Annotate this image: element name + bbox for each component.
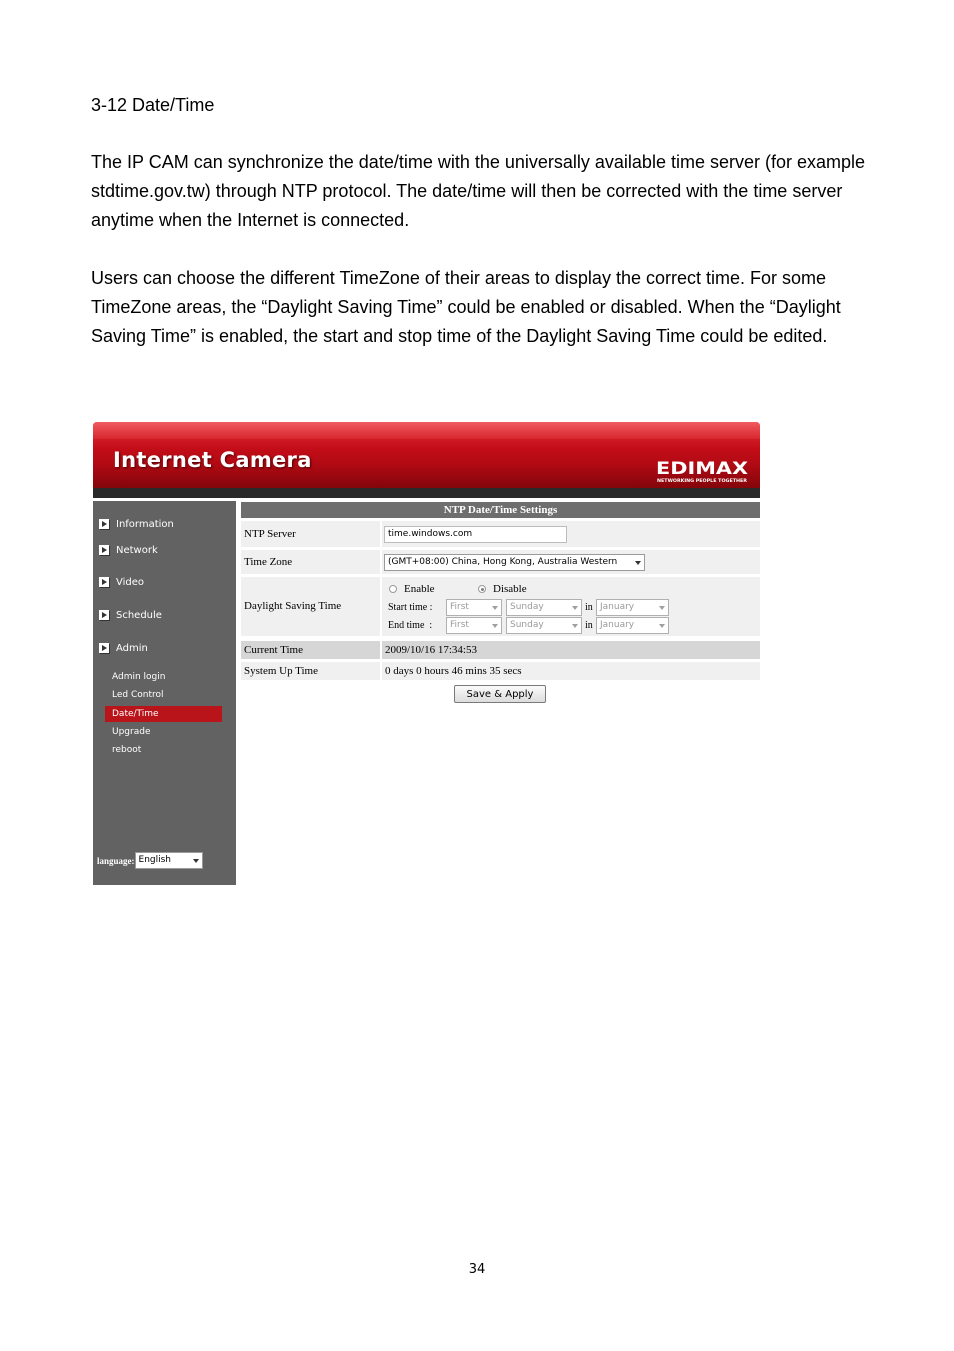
header-banner — [93, 422, 760, 498]
current-time-value: 2009/10/16 17:34:53 — [382, 641, 760, 659]
nav-item-label: Information — [116, 518, 174, 530]
ntp-server-label: NTP Server — [241, 521, 380, 547]
start-day-select[interactable] — [506, 599, 582, 616]
disable-label: Disable — [493, 583, 527, 595]
start-week-select[interactable] — [446, 599, 502, 616]
subnav-upgrade[interactable]: Upgrade — [112, 727, 151, 737]
system-up-time-label: System Up Time — [241, 662, 380, 680]
start-in-label: in — [585, 602, 593, 613]
banner-title: Internet Camera — [113, 448, 312, 472]
start-time-label: Start time : — [388, 602, 433, 613]
timezone-paragraph: Users can choose the different TimeZone of their areas to display the correct time. For some TimeZone areas, the “Daylight Saving Time” could be enabled or disabled. When the “Daylight Saving Time” is enabled, the start and stop time of the Daylight Saving Time could be edited. — [91, 268, 841, 346]
nav-item-video[interactable] — [99, 574, 144, 590]
banner-base-strip — [93, 488, 760, 498]
subnav-reboot[interactable]: reboot — [112, 745, 142, 755]
banner-gloss — [93, 422, 760, 439]
nav-item-label: Video — [116, 576, 145, 588]
subnav-date-time[interactable]: Date/Time — [105, 706, 222, 722]
start-month-value: January — [600, 602, 635, 612]
disable-option[interactable] — [478, 583, 527, 595]
nav-item-information[interactable] — [99, 516, 174, 532]
current-time-label: Current Time — [241, 641, 380, 659]
disable-radio[interactable] — [478, 585, 486, 593]
language-row — [97, 852, 203, 869]
system-up-time-row — [241, 662, 760, 680]
arrow-icon — [99, 577, 109, 587]
chevron-down-icon — [659, 624, 665, 628]
enable-radio[interactable] — [389, 585, 397, 593]
daylight-saving-cell — [382, 577, 760, 636]
start-week-value: First — [450, 602, 469, 612]
end-month-value: January — [600, 620, 635, 630]
nav-item-label: Network — [116, 544, 158, 556]
end-time-label: End time : — [388, 620, 433, 631]
daylight-saving-label: Daylight Saving Time — [241, 577, 380, 636]
chevron-down-icon — [635, 561, 641, 565]
time-zone-select[interactable] — [384, 554, 645, 571]
end-day-select[interactable] — [506, 617, 582, 634]
system-up-time-value: 0 days 0 hours 46 mins 35 secs — [382, 662, 760, 680]
language-select-value: English — [138, 855, 172, 865]
nav-item-label: Schedule — [116, 609, 162, 621]
end-day-value: Sunday — [510, 620, 544, 630]
camera-web-ui-screenshot — [93, 422, 760, 885]
chevron-down-icon — [659, 606, 665, 610]
end-month-select[interactable] — [596, 617, 669, 634]
time-zone-cell — [382, 550, 760, 574]
end-in-label: in — [585, 620, 593, 631]
sidebar — [93, 501, 236, 885]
nav-item-network[interactable] — [99, 542, 158, 558]
enable-label: Enable — [404, 583, 435, 595]
ntp-server-row — [241, 521, 760, 547]
edimax-logo — [656, 458, 750, 484]
start-day-value: Sunday — [510, 602, 544, 612]
arrow-icon — [99, 519, 109, 529]
daylight-saving-row — [241, 577, 760, 636]
end-week-select[interactable] — [446, 617, 502, 634]
subnav-led-control[interactable]: Led Control — [112, 690, 164, 700]
edimax-logo-text: EDIMAX — [656, 459, 748, 479]
time-zone-value: (GMT+08:00) China, Hong Kong, Australia Western — [388, 557, 618, 567]
page-number: 34 — [468, 1262, 486, 1277]
chevron-down-icon — [572, 606, 578, 610]
arrow-icon — [99, 643, 109, 653]
chevron-down-icon — [193, 859, 199, 863]
ntp-server-cell — [382, 521, 760, 547]
edimax-tagline: NETWORKING PEOPLE TOGETHER — [657, 478, 747, 483]
arrow-icon — [99, 610, 109, 620]
ntp-server-input[interactable]: time.windows.com — [384, 526, 567, 543]
chevron-down-icon — [572, 624, 578, 628]
panel-title: NTP Date/Time Settings — [241, 502, 760, 518]
nav-item-admin[interactable] — [99, 640, 148, 656]
chevron-down-icon — [492, 624, 498, 628]
subnav-admin-login[interactable]: Admin login — [112, 672, 166, 682]
language-select[interactable] — [135, 852, 203, 869]
nav-item-label: Admin — [116, 642, 148, 654]
language-label: language: — [97, 855, 135, 866]
section-heading: 3-12 Date/Time — [91, 95, 215, 115]
nav-item-schedule[interactable] — [99, 607, 162, 623]
end-week-value: First — [450, 620, 469, 630]
time-zone-label: Time Zone — [241, 550, 380, 574]
start-month-select[interactable] — [596, 599, 669, 616]
intro-paragraph: The IP CAM can synchronize the date/time with the universally available time server (for example stdtime.gov.tw) through NTP protocol. The date/time will then be corrected with the time server anytime when the Internet is connected. — [91, 152, 866, 230]
current-time-row — [241, 641, 760, 659]
arrow-icon — [99, 545, 109, 555]
time-zone-row — [241, 550, 760, 574]
enable-option[interactable] — [389, 583, 435, 595]
chevron-down-icon — [492, 606, 498, 610]
save-apply-button[interactable]: Save & Apply — [454, 685, 546, 703]
